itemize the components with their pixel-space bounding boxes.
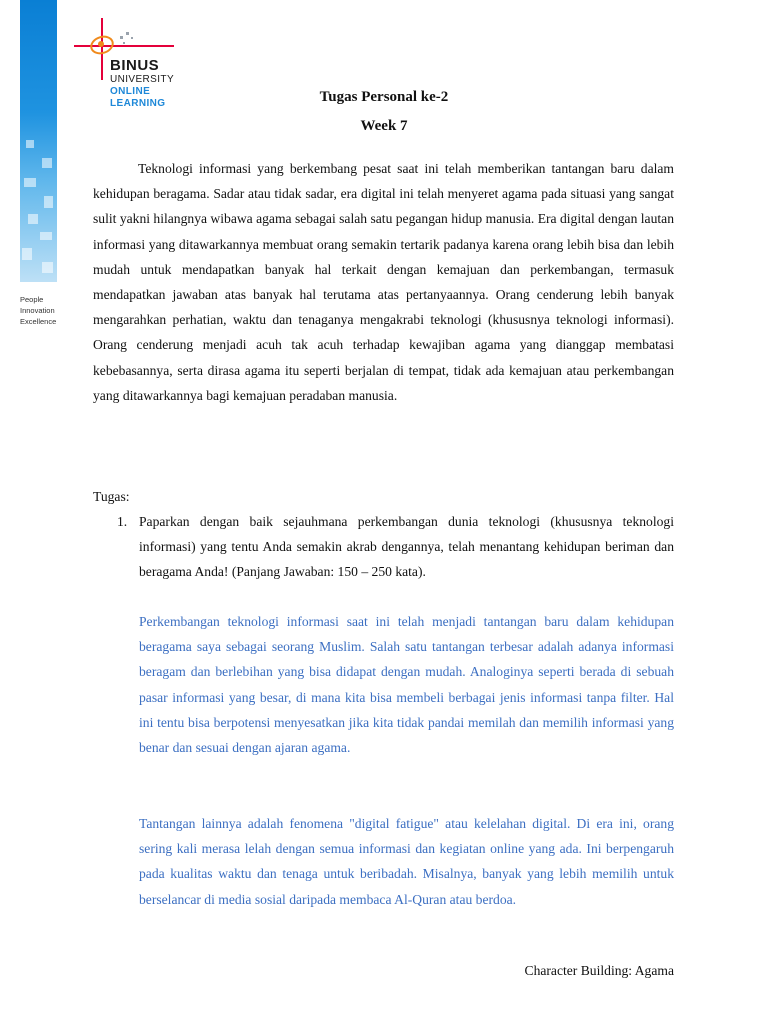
university-tagline xyxy=(20,294,56,327)
strip-pixel xyxy=(42,262,53,273)
logo-text-online: ONLINE xyxy=(110,86,151,97)
tasks-heading: Tugas: xyxy=(93,489,130,504)
answer-paragraph: Perkembangan teknologi informasi saat ini telah menjadi tantangan baru dalam kehidupan beragama saya sebagai seorang Muslim. Salah satu tantangan terbesar adalah adanya informasi beragam dan berlebihan yang bisa didapat dengan mudah. Analoginya seperti berada di sebuah pasar informasi yang besar, di mana kita bisa membeli berbagai jenis informasi tanpa filter. Hal ini tentu bisa berpotensi menyesatkan jika kita tidak pandai memilah dan memilih informasi yang benar dan sesuai dengan ajaran agama. xyxy=(139,614,674,756)
logo-sparkle xyxy=(120,36,123,39)
strip-pixel xyxy=(24,178,36,187)
logo-sparkle xyxy=(126,32,129,35)
tagline-line: Excellence xyxy=(20,317,57,326)
strip-pixel xyxy=(40,232,52,240)
document-subtitle: Week 7 xyxy=(360,118,408,134)
intro-paragraph: Teknologi informasi yang berkembang pesat saat ini telah memberikan tantangan baru dalam kehidupan beragama. Sadar atau tidak sadar, era digital ini telah menyeret agama pada situasi yang sangat sulit yakni hilangnya wibawa agama sebagai salah satu pegangan hidup manusia. Era digital dengan lautan informasi yang ditawarkannya membuat orang semakin tertarik padanya karena orang lebih bisa dan lebih mudah untuk mendapatkan banyak hal terkait dengan kemajuan dan perkembangan, termasuk mendapatkan jawaban atas banyak hal terutama atas pertanyaannya. Orang cenderung lebih banyak mengarahkan perhatian, waktu dan tenaganya mengakrabi teknologi (khususnya teknologi informasi). Orang cenderung menjadi acuh tak acuh terhadap kewajiban agama yang dianggap membatasi kebebasannya, serta dirasa agama itu seperti berjalan di tempat, tidak ada kemajuan atau perkembangan yang ditawarkannya bagi kemajuan peradaban manusia. xyxy=(93,161,674,403)
answer-paragraph: Tantangan lainnya adalah fenomena "digital fatigue" atau kelelahan digital. Di era ini, orang sering kali merasa lelah dengan semua informasi dan kegiatan online yang ada. Ini berpengaruh pada kualitas waktu dan tenaga untuk beribadah. Misalnya, banyak yang lebih memilih untuk berselancar di media sosial daripada membaca Al-Quran atau berdoa. xyxy=(139,816,674,907)
strip-pixel xyxy=(22,248,32,260)
logo-text-binus: BINUS xyxy=(110,57,160,74)
strip-pixel xyxy=(26,140,34,148)
document-title: Tugas Personal ke-2 xyxy=(319,89,449,105)
logo-orbit-dot xyxy=(98,41,104,47)
side-decoration-strip xyxy=(20,0,57,282)
strip-pixel xyxy=(42,158,52,168)
strip-pixel xyxy=(44,196,53,208)
page-footer: Character Building: Agama xyxy=(524,963,674,978)
task-number: 1. xyxy=(117,514,128,529)
logo-sparkle xyxy=(123,42,125,44)
strip-pixel xyxy=(28,214,38,224)
logo-text-university: UNIVERSITY xyxy=(110,74,175,85)
tagline-line: People xyxy=(20,295,44,304)
tagline-line: Innovation xyxy=(20,306,55,315)
logo-sparkle xyxy=(131,37,133,39)
task-question: Paparkan dengan baik sejauhmana perkembangan dunia teknologi (khususnya teknologi informasi) yang tentu Anda semakin akrab dengannya, telah menantang kehidupan beriman dan beragama Anda! (Panjang Jawaban: 150 – 250 kata). xyxy=(139,514,674,580)
logo-text-learning: LEARNING xyxy=(110,98,166,109)
